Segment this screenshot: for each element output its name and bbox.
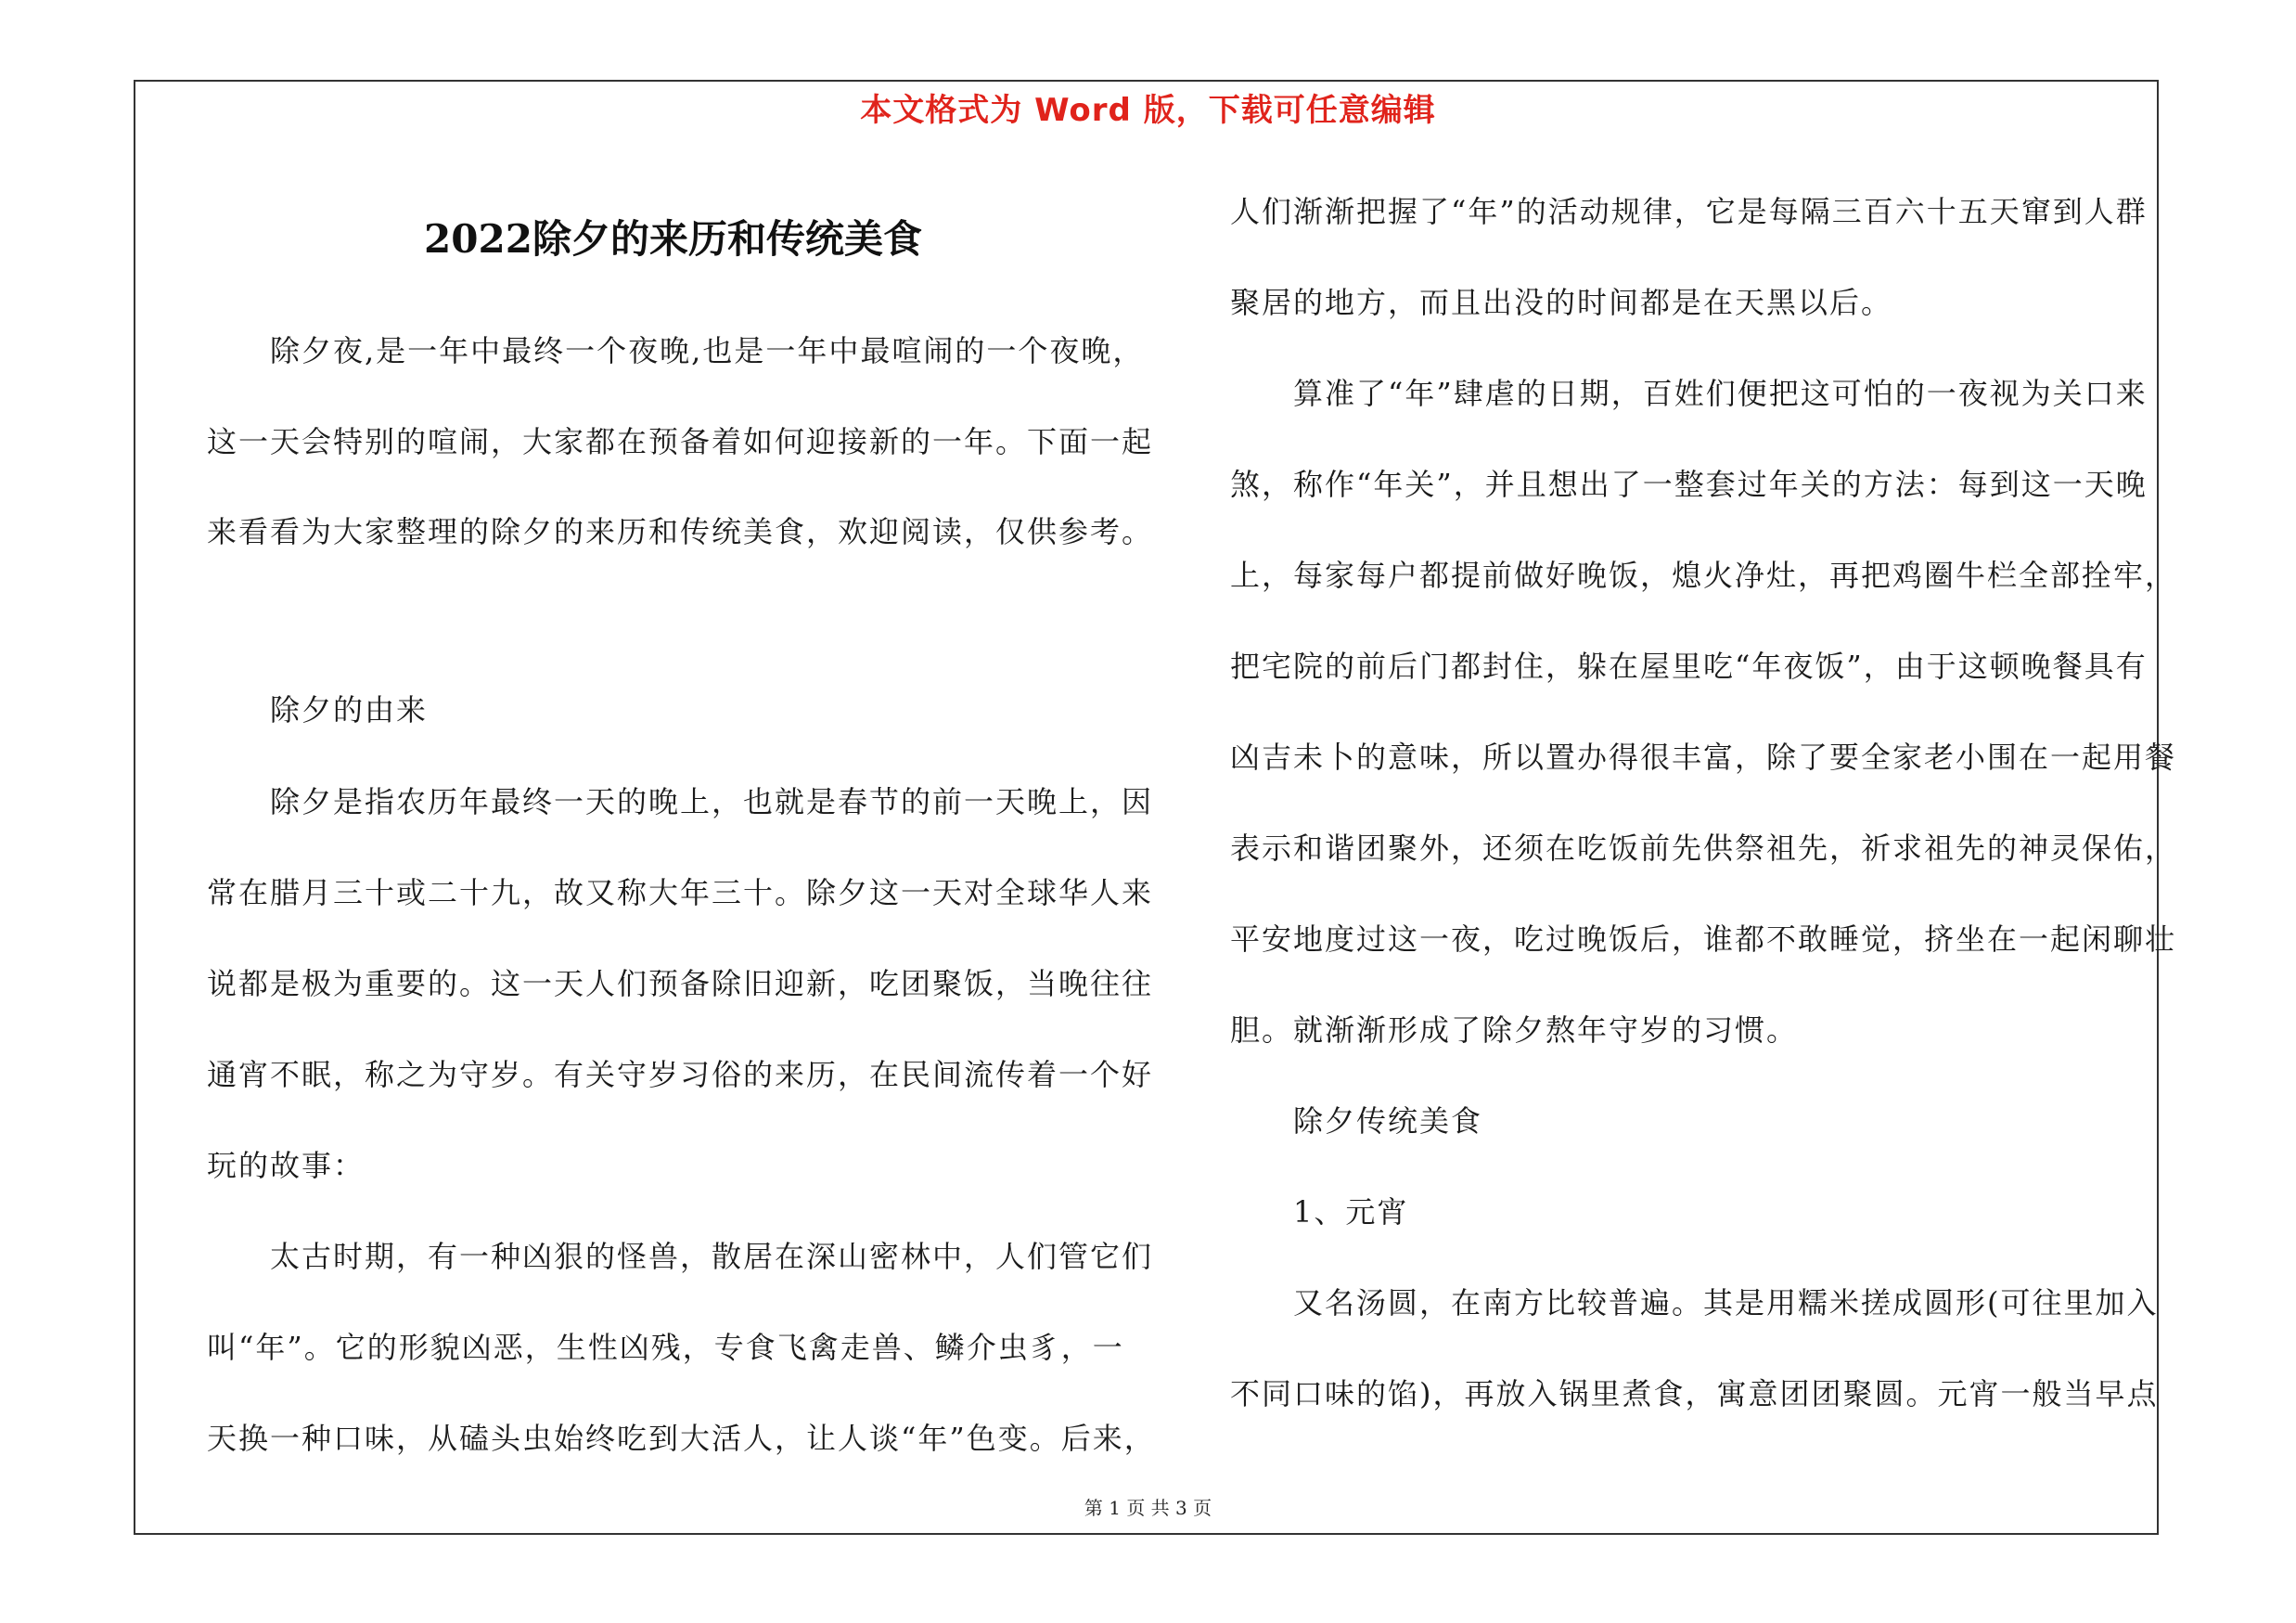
editable-notice-banner: 本文格式为 Word 版，下载可任意编辑 [860,92,1436,129]
text-line: 平安地度过这一夜，吃过晚饭后，谁都不敢睡觉，挤坐在一起闲聊壮 [1230,921,2177,957]
text-line: 聚居的地方，而且出没的时间都是在天黑以后。 [1230,285,1893,320]
text-line: 算准了“年”肆虐的日期，百姓们便把这可怕的一夜视为关口来 [1230,376,2148,411]
text-line: 来看看为大家整理的除夕的来历和传统美食，欢迎阅读，仅供参考。 [207,514,1154,549]
text-line: 把宅院的前后门都封住，躲在屋里吃“年夜饭”，由于这顿晚餐具有 [1230,649,2148,684]
text-line: 除夕是指农历年最终一天的晚上，也就是春节的前一天晚上，因 [207,784,1154,819]
section-heading: 除夕的由来 [207,692,429,728]
text-line: 不同口味的馅)，再放入锅里煮食，寓意团团聚圆。元宵一般当早点 [1230,1376,2159,1411]
text-line: 太古时期，有一种凶狠的怪兽，散居在深山密林中，人们管它们 [207,1239,1154,1274]
text-line: 表示和谐团聚外，还须在吃饭前先供祭祖先，祈求祖先的神灵保佑， [1230,831,2177,866]
text-line: 人们渐渐把握了“年”的活动规律，它是每隔三百六十五天窜到人群 [1230,194,2148,229]
text-line: 上，每家每户都提前做好晚饭，熄火净灶，再把鸡圈牛栏全部拴牢， [1230,558,2177,593]
text-line: 叫“年”。它的形貌凶恶，生性凶残，专食飞禽走兽、鳞介虫豸，一 [207,1330,1124,1365]
text-line: 这一天会特别的喧闹，大家都在预备着如何迎接新的一年。下面一起 [207,424,1154,459]
text-line: 煞，称作“年关”，并且想出了一整套过年关的方法：每到这一天晚 [1230,467,2148,502]
text-line: 除夕夜,是一年中最终一个夜晚,也是一年中最喧闹的一个夜晚， [207,333,1145,368]
text-line: 天换一种口味，从磕头虫始终吃到大活人，让人谈“年”色变。后来， [207,1421,1156,1456]
text-line: 玩的故事： [207,1148,366,1183]
page-number-footer: 第 1 页 共 3 页 [1084,1497,1212,1519]
text-line: 说都是极为重要的。这一天人们预备除旧迎新，吃团聚饭，当晚往往 [207,966,1154,1001]
text-line: 又名汤圆，在南方比较普遍。其是用糯米搓成圆形(可往里加入 [1230,1285,2159,1320]
document-title: 2022除夕的来历和传统美食 [424,216,922,262]
text-line: 常在腊月三十或二十九，故又称大年三十。除夕这一天对全球华人来 [207,875,1154,910]
text-line: 凶吉未卜的意味，所以置办得很丰富，除了要全家老小围在一起用餐 [1230,740,2177,775]
text-line: 胆。就渐渐形成了除夕熬年守岁的习惯。 [1230,1012,1799,1048]
section-heading: 除夕传统美食 [1230,1103,1483,1139]
text-line: 通宵不眠，称之为守岁。有关守岁习俗的来历，在民间流传着一个好 [207,1057,1154,1092]
subsection-heading: 1、元宵 [1230,1194,1409,1230]
